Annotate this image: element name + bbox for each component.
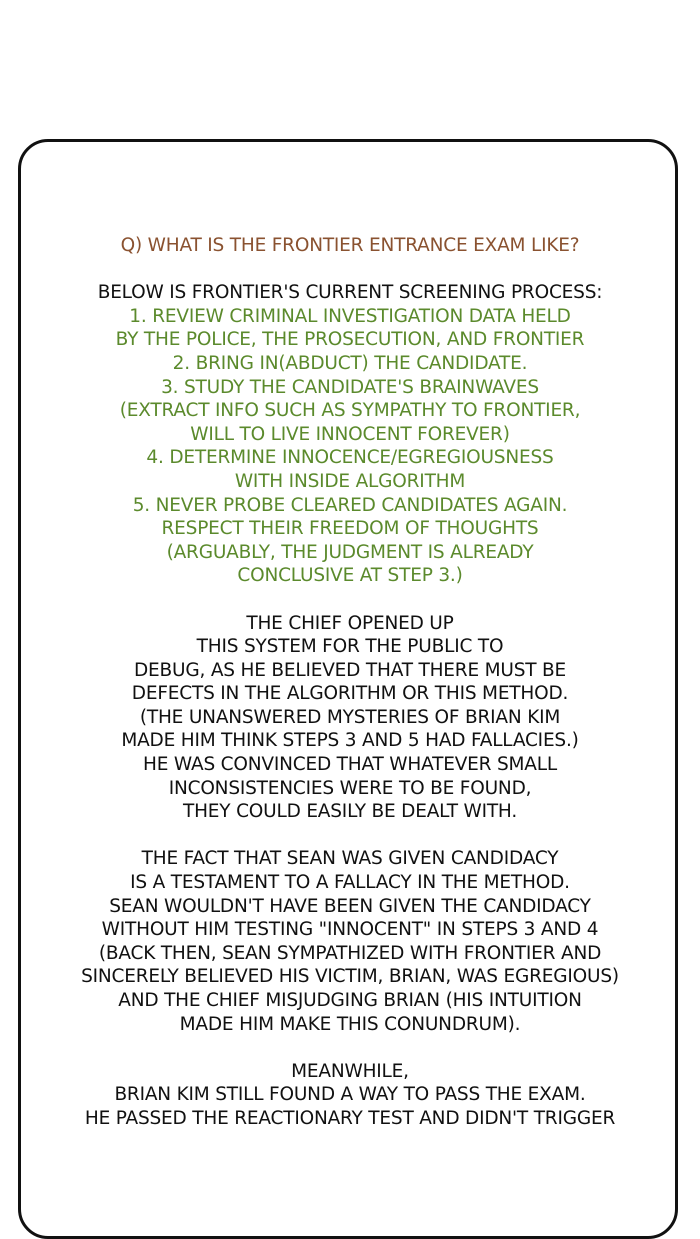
paragraph-line: MEANWHILE, [291,1060,409,1082]
paragraph-line: THIS SYSTEM FOR THE PUBLIC TO [196,636,504,658]
step-line: 5. NEVER PROBE CLEARED CANDIDATES AGAIN. [132,494,568,516]
paragraph-line: IS A TESTAMENT TO A FALLACY IN THE METHOD. [130,872,570,894]
paragraph-line: SEAN WOULDN'T HAVE BEEN GIVEN THE CANDIDACY [109,895,591,917]
paragraph-line: THE CHIEF OPENED UP [246,612,454,634]
step-line: RESPECT THEIR FREEDOM OF THOUGHTS [161,518,539,540]
intro-line: BELOW IS FRONTIER'S CURRENT SCREENING PROCESS: [97,282,603,304]
screening-steps [0,305,700,588]
step-line: WITH INSIDE ALGORITHM [234,470,466,492]
step-line: 4. DETERMINE INNOCENCE/EGREGIOUSNESS [146,447,554,469]
paragraph-line: (BACK THEN, SEAN SYMPATHIZED WITH FRONTIER AND [98,942,602,964]
paragraph-line: SINCERELY BELIEVED HIS VICTIM, BRIAN, WAS EGREGIOUS) [81,966,619,988]
paragraph-line: AND THE CHIEF MISJUDGING BRIAN (HIS INTUITION [118,990,582,1011]
paragraph-line: (THE UNANSWERED MYSTERIES OF BRIAN KIM [139,706,561,728]
paragraph-line: THE FACT THAT SEAN WAS GIVEN CANDIDACY [141,848,559,870]
paragraph-line: DEBUG, AS HE BELIEVED THAT THERE MUST BE [133,659,567,681]
step-line: BY THE POLICE, THE PROSECUTION, AND FRONTIER [115,329,585,351]
paragraph-line: INCONSISTENCIES WERE TO BE FOUND, [168,777,532,799]
step-line: WILL TO LIVE INNOCENT FOREVER) [190,423,510,445]
paragraph-line: WITHOUT HIM TESTING "INNOCENT" IN STEPS 3 AND 4 [101,919,599,941]
paragraph-line: HE WAS CONVINCED THAT WHATEVER SMALL [143,754,557,776]
paragraph-line: BRIAN KIM STILL FOUND A WAY TO PASS THE EXAM. [114,1084,586,1106]
step-line: 3. STUDY THE CANDIDATE'S BRAINWAVES [161,376,539,398]
text-block [0,234,700,1131]
paragraph-line: THEY COULD EASILY BE DEALT WITH. [182,801,518,823]
question-heading: Q) WHAT IS THE FRONTIER ENTRANCE EXAM LIKE? [120,235,580,256]
paragraph-line: HE PASSED THE REACTIONARY TEST AND DIDN'T TRIGGER [84,1107,616,1129]
paragraph-line: DEFECTS IN THE ALGORITHM OR THIS METHOD. [131,683,569,705]
step-line: 2. BRING IN(ABDUCT) THE CANDIDATE. [172,352,528,374]
step-line: (ARGUABLY, THE JUDGMENT IS ALREADY [166,541,534,563]
paragraph-line: MADE HIM MAKE THIS CONUNDRUM). [179,1013,521,1035]
step-line: 1. REVIEW CRIMINAL INVESTIGATION DATA HELD [129,305,571,327]
paragraph-chief [0,612,700,824]
step-line: (EXTRACT INFO SUCH AS SYMPATHY TO FRONTIER, [119,400,581,422]
paragraph-line: MADE HIM THINK STEPS 3 AND 5 HAD FALLACIES.) [121,730,579,752]
paragraph-sean [0,847,700,1036]
step-line: CONCLUSIVE AT STEP 3.) [237,565,463,587]
